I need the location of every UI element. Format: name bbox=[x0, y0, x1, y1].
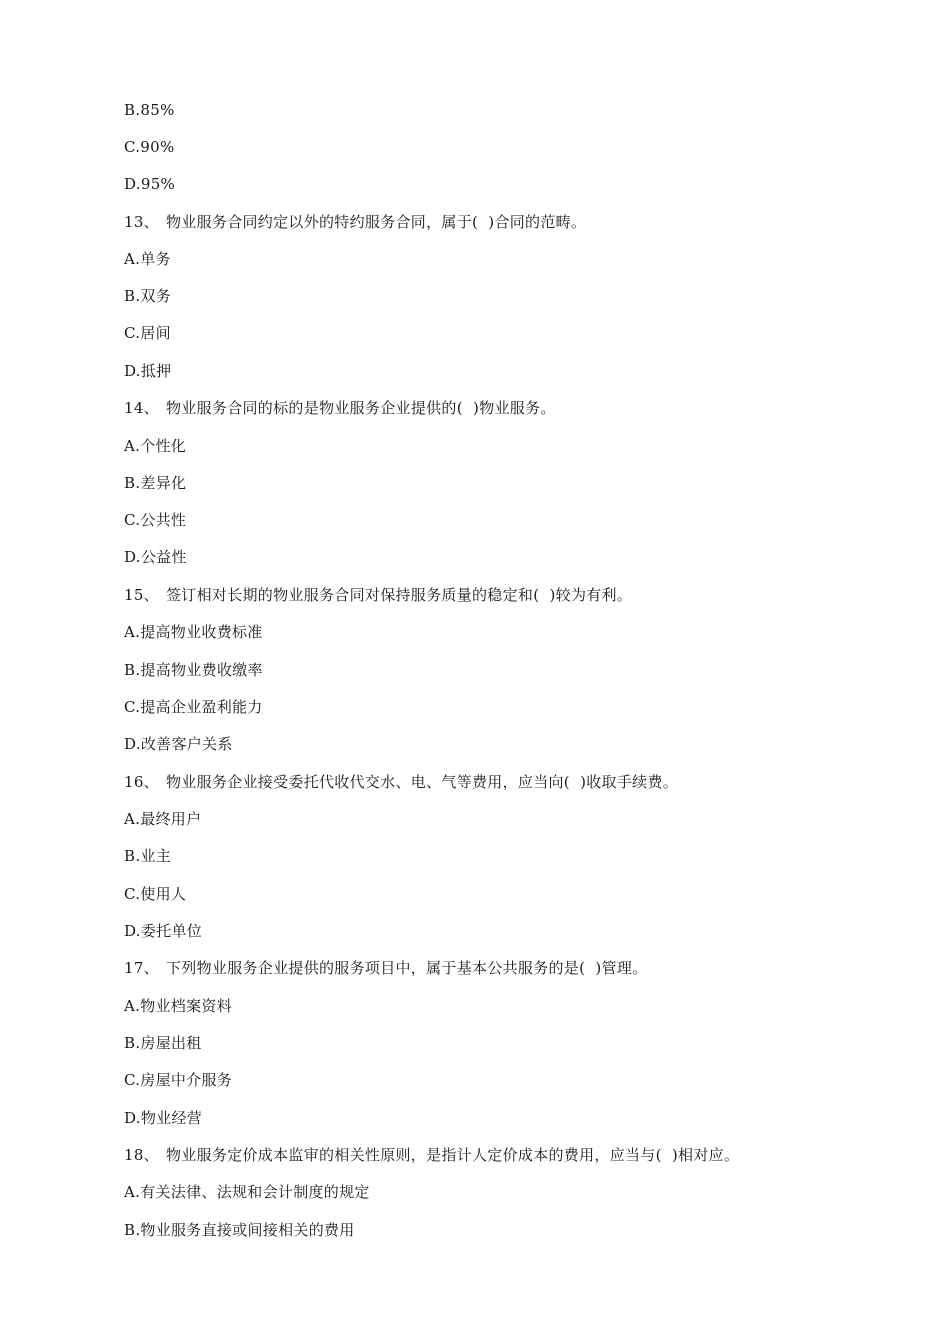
option-text: A.最终用户 bbox=[124, 810, 202, 828]
question-text: 签订相对长期的物业服务合同对保持服务质量的稳定和( )较为有利。 bbox=[166, 586, 633, 604]
question-number: 17、 bbox=[124, 959, 159, 977]
option-text: C.90% bbox=[124, 138, 175, 156]
option-line bbox=[124, 547, 187, 567]
option-text: B.房屋出租 bbox=[124, 1034, 202, 1052]
option-line bbox=[124, 622, 263, 642]
option-line bbox=[124, 473, 186, 493]
question-number: 13、 bbox=[124, 213, 159, 231]
option-line bbox=[124, 436, 186, 456]
option-line bbox=[124, 510, 186, 530]
question-line bbox=[124, 398, 556, 418]
option-text: D.95% bbox=[124, 175, 176, 193]
option-text: B.85% bbox=[124, 101, 175, 119]
option-text: B.双务 bbox=[124, 287, 171, 305]
option-text: B.物业服务直接或间接相关的费用 bbox=[124, 1221, 355, 1239]
option-text: C.使用人 bbox=[124, 885, 187, 903]
option-line bbox=[124, 697, 263, 717]
question-line bbox=[124, 772, 678, 792]
option-text: B.差异化 bbox=[124, 474, 187, 492]
option-text: D.委托单位 bbox=[124, 922, 203, 940]
question-text: 物业服务合同的标的是物业服务企业提供的( )物业服务。 bbox=[166, 399, 556, 417]
option-text: C.房屋中介服务 bbox=[124, 1071, 233, 1089]
question-line bbox=[124, 585, 632, 605]
option-text: A.提高物业收费标准 bbox=[124, 623, 263, 641]
option-line bbox=[124, 137, 175, 157]
option-text: A.有关法律、法规和会计制度的规定 bbox=[124, 1183, 370, 1201]
option-text: D.公益性 bbox=[124, 548, 187, 566]
option-text: A.物业档案资料 bbox=[124, 997, 233, 1015]
option-text: B.业主 bbox=[124, 847, 171, 865]
option-line bbox=[124, 996, 232, 1016]
option-line bbox=[124, 809, 201, 829]
option-text: C.居间 bbox=[124, 324, 171, 342]
option-line bbox=[124, 1108, 202, 1128]
option-text: C.公共性 bbox=[124, 511, 187, 529]
option-line bbox=[124, 174, 175, 194]
question-text: 下列物业服务企业提供的服务项目中，属于基本公共服务的是( )管理。 bbox=[166, 959, 648, 977]
question-number: 18、 bbox=[124, 1146, 159, 1164]
option-line bbox=[124, 1220, 355, 1240]
question-number: 16、 bbox=[124, 773, 159, 791]
question-line bbox=[124, 212, 586, 232]
option-line bbox=[124, 1182, 370, 1202]
option-line bbox=[124, 734, 233, 754]
option-text: B.提高物业费收缴率 bbox=[124, 661, 263, 679]
question-number: 14、 bbox=[124, 399, 159, 417]
option-text: A.单务 bbox=[124, 250, 171, 268]
question-text: 物业服务企业接受委托代收代交水、电、气等费用，应当向( )收取手续费。 bbox=[166, 773, 679, 791]
question-line bbox=[124, 958, 647, 978]
question-line bbox=[124, 1145, 739, 1165]
option-line bbox=[124, 1070, 232, 1090]
option-text: D.物业经营 bbox=[124, 1109, 203, 1127]
option-line bbox=[124, 249, 171, 269]
option-line bbox=[124, 286, 171, 306]
question-number: 15、 bbox=[124, 586, 159, 604]
option-text: A.个性化 bbox=[124, 437, 187, 455]
option-text: D.改善客户关系 bbox=[124, 735, 233, 753]
option-line bbox=[124, 921, 202, 941]
option-text: C.提高企业盈利能力 bbox=[124, 698, 263, 716]
option-line bbox=[124, 100, 175, 120]
option-line bbox=[124, 361, 171, 381]
option-text: D.抵押 bbox=[124, 362, 172, 380]
option-line bbox=[124, 323, 171, 343]
option-line bbox=[124, 660, 263, 680]
option-line bbox=[124, 1033, 202, 1053]
option-line bbox=[124, 846, 171, 866]
option-line bbox=[124, 884, 186, 904]
question-text: 物业服务定价成本监审的相关性原则，是指计人定价成本的费用，应当与( )相对应。 bbox=[166, 1146, 740, 1164]
question-text: 物业服务合同约定以外的特约服务合同，属于( )合同的范畴。 bbox=[166, 213, 587, 231]
